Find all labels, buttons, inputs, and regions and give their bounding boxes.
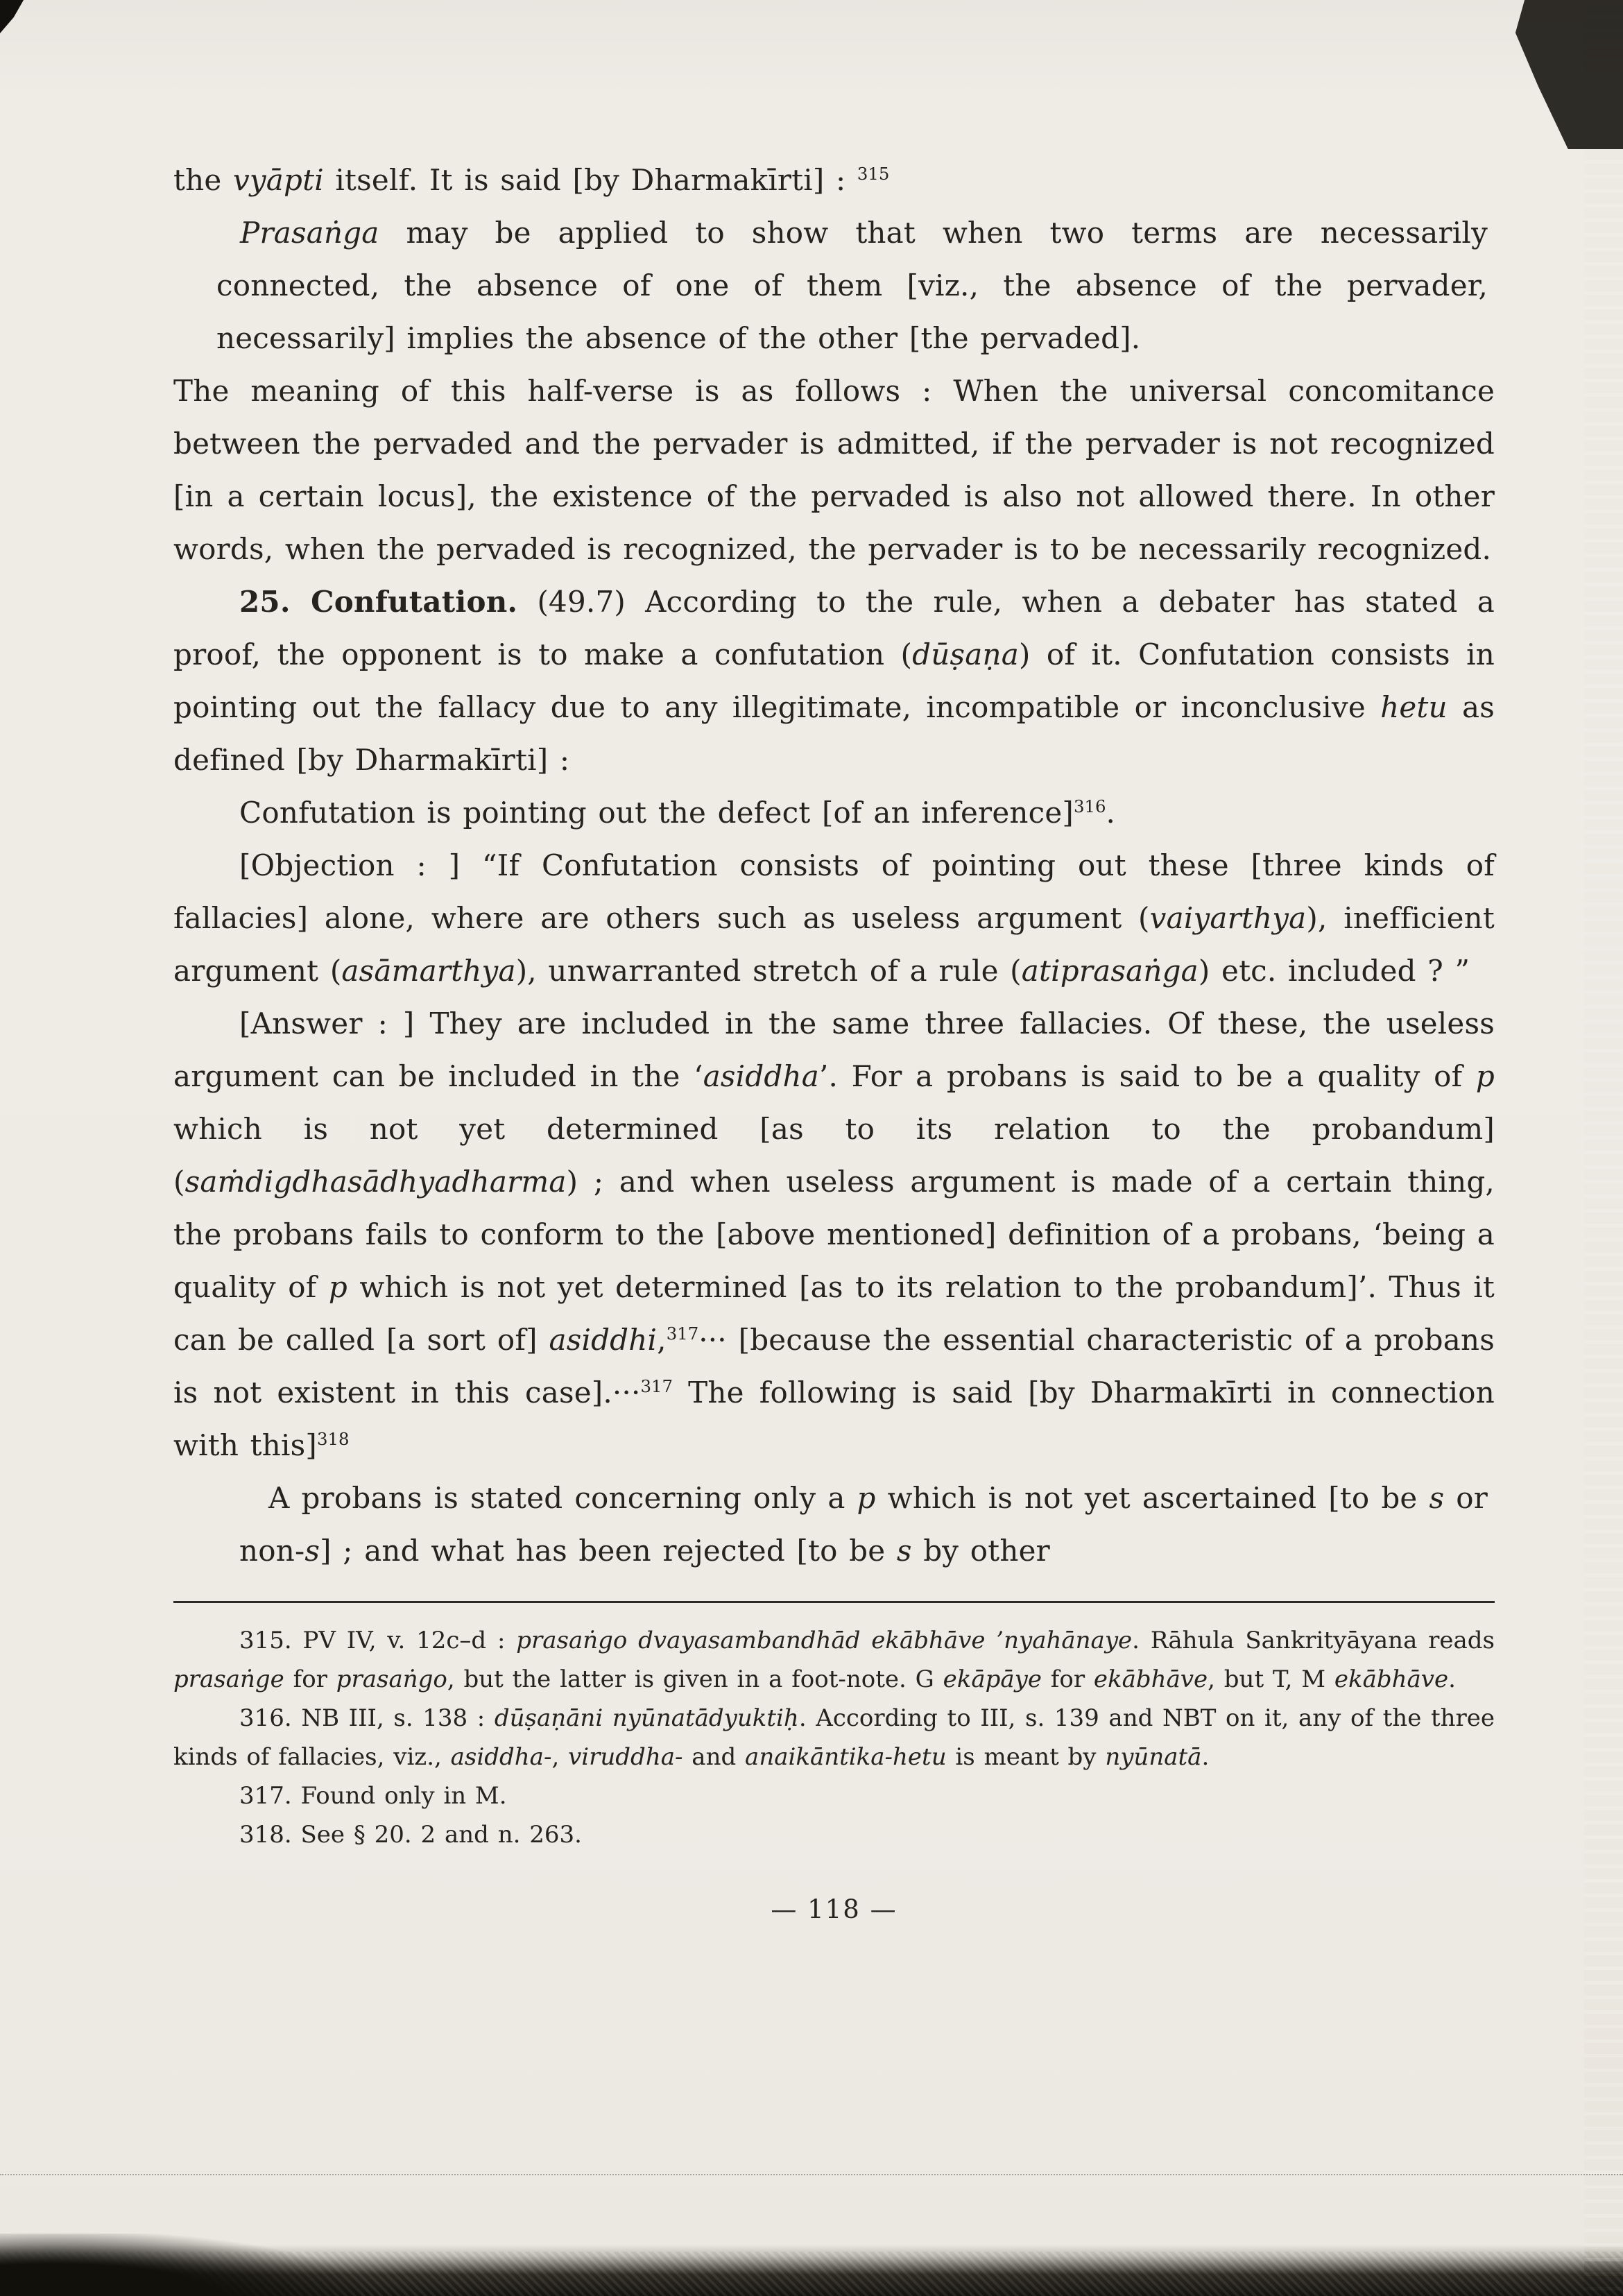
scan-edge-right-streaks (1584, 0, 1623, 2296)
content-column (173, 154, 1495, 1924)
page-number: — 118 — (771, 1894, 898, 1924)
paragraph-answer: [Answer : ] They are included in the same three fallacies. Of these, the useless argument can be included in the ‘asiddha’. For a probans is said to be a quality of p which is not yet determined [as to its relation to the probandum] (saṁdigdhasādhyadharma) ; and when useless argument is made of a certain thing, the probans fails to conform to the [above mentioned] definition of a probans, ‘being a quality of p which is not yet determined [as to its relation to the probandum]’. Thus it can be called [a sort of] asiddhi,$^{317}$··· [because the essential characteristic of a probans is not existent in this case].···$^{317}$ The following is said [by Dharmakīrti in connection with this]$^{318}$ (173, 1006, 1495, 1462)
scan-edge-right-top-corner (1509, 0, 1623, 149)
footnote-separator-rule (173, 1601, 1495, 1603)
paragraph-confutation-definition: Confutation is pointing out the defect [of an inference]$^{316}$. (239, 796, 1116, 830)
scan-edge-bottom-left (0, 2234, 361, 2296)
main-text-block (173, 154, 1495, 1577)
footnote-315: 315. PV IV, v. 12c–d : prasaṅgo dvayasambandhād ekābhāve ’nyahānaye. Rāhula Sankrityāyana reads prasaṅge for prasaṅgo, but the latter is given in a foot-note. G ekāpāye for ekābhāve, but T, M ekābhāve. (173, 1627, 1495, 1693)
paragraph-objection: [Objection : ] “If Confutation consists of pointing out these [three kinds of fallacies] alone, where are others such as useless argument (vaiyarthya), inefficient argument (asāmarthya), unwarranted stretch of a rule (atiprasaṅga) etc. included ? ” (173, 848, 1495, 988)
scan-artifact-dotted-line (0, 2174, 1623, 2175)
scan-corner-mark-top-left (0, 0, 24, 33)
footnote-316: 316. NB III, s. 138 : dūṣaṇāni nyūnatādyuktiḥ. According to III, s. 139 and NBT on it, any of the three kinds of fallacies, viz., asiddha-, viruddha- and anaikāntika-hetu is meant by nyūnatā. (173, 1704, 1495, 1771)
footnote-317: 317. Found only in M. (239, 1782, 507, 1810)
footnote-318: 318. See § 20. 2 and n. 263. (239, 1821, 582, 1849)
paragraph-half-verse-meaning: The meaning of this half-verse is as follows : When the universal concomitance between the pervaded and the pervader is admitted, if the pervader is not recognized [in a certain locus], the existence of the pervaded is also not allowed there. In other words, when the pervaded is recognized, the pervader is to be necessarily recognized. (173, 374, 1495, 566)
verse-quote-probans: A probans is stated concerning only a p which is not yet ascertained [to be s or non-s] ; and what has been rejected [to be s by other (239, 1481, 1488, 1568)
verse-quote-prasanga: Prasaṅga may be applied to show that when two terms are necessarily connected, the absence of one of them [viz., the absence of the pervader, necessarily] implies the absence of the other [the pervaded]. (216, 216, 1488, 355)
paragraph-confutation-heading: 25. Confutation. (49.7) According to the rule, when a debater has stated a proof, the opponent is to make a confutation (dūṣaṇa) of it. Confutation consists in pointing out the fallacy due to any illegitimate, incompatible or inconclusive hetu as defined [by Dharmakīrti] : (173, 585, 1495, 777)
paragraph-continuation: the vyāpti itself. It is said [by Dharmakīrti] : $^{315}$ (173, 163, 890, 197)
footnotes-block (173, 1621, 1495, 1854)
